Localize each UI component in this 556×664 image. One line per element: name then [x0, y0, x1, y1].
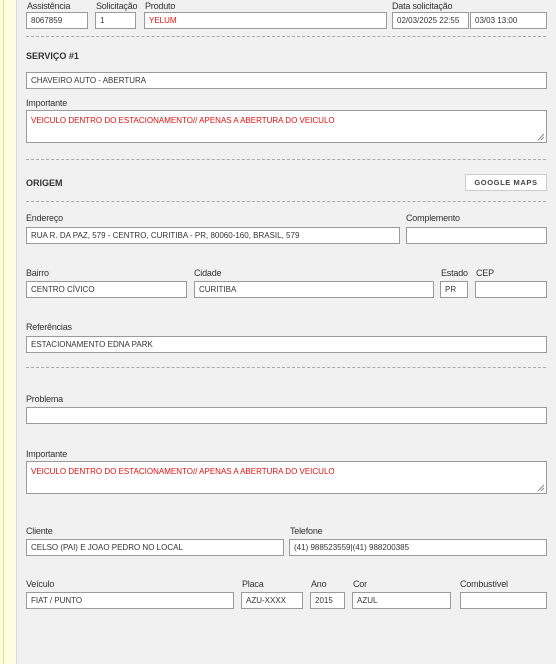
- google-maps-button[interactable]: GOOGLE MAPS: [465, 174, 547, 191]
- page-edge-rule: [3, 0, 4, 664]
- resize-grip-icon[interactable]: [537, 484, 545, 492]
- telefone-label: Telefone: [290, 526, 323, 536]
- solicitacao-label: Solicitação: [96, 1, 138, 11]
- servico-title: SERVIÇO #1: [26, 51, 79, 61]
- divider: [26, 367, 546, 368]
- produto-field[interactable]: YELUM: [144, 12, 387, 29]
- endereco-field[interactable]: RUA R. DA PAZ, 579 - CENTRO, CURITIBA - PR, 80060-160, BRASIL, 579: [26, 227, 400, 244]
- endereco-label: Endereço: [26, 213, 63, 223]
- cidade-field[interactable]: CURITIBA: [194, 281, 434, 298]
- estado-field[interactable]: PR: [440, 281, 468, 298]
- telefone-field[interactable]: (41) 988523559|(41) 988200385: [289, 539, 547, 556]
- cep-field[interactable]: [475, 281, 547, 298]
- assistencia-field[interactable]: 8067859: [26, 12, 88, 29]
- cliente-field[interactable]: CELSO (PAI) E JOAO PEDRO NO LOCAL: [26, 539, 284, 556]
- placa-field[interactable]: AZU-XXXX: [241, 592, 303, 609]
- problema-label: Problema: [26, 394, 63, 404]
- bairro-label: Bairro: [26, 268, 49, 278]
- referencias-field[interactable]: ESTACIONAMENTO EDNA PARK: [26, 336, 547, 353]
- complemento-field[interactable]: [406, 227, 547, 244]
- origem-title: ORIGEM: [26, 178, 63, 188]
- divider: [26, 36, 546, 37]
- data-agendamento-field[interactable]: 03/03 13:00: [470, 12, 547, 29]
- solicitacao-field[interactable]: 1: [95, 12, 136, 29]
- cliente-label: Cliente: [26, 526, 53, 536]
- bairro-field[interactable]: CENTRO CÍVICO: [26, 281, 187, 298]
- servico-importante-textarea[interactable]: [26, 110, 547, 143]
- cidade-label: Cidade: [194, 268, 222, 278]
- ano-field[interactable]: 2015: [310, 592, 345, 609]
- cep-label: CEP: [476, 268, 494, 278]
- form-panel: [16, 0, 556, 664]
- cor-field[interactable]: AZUL: [352, 592, 451, 609]
- produto-label: Produto: [145, 1, 176, 11]
- divider: [26, 159, 546, 160]
- combustivel-field[interactable]: [460, 592, 547, 609]
- importante-textarea[interactable]: [26, 461, 547, 494]
- placa-label: Placa: [242, 579, 264, 589]
- estado-label: Estado: [441, 268, 468, 278]
- cor-label: Cor: [353, 579, 367, 589]
- complemento-label: Complemento: [406, 213, 460, 223]
- ano-label: Ano: [311, 579, 327, 589]
- veiculo-field[interactable]: FIAT / PUNTO: [26, 592, 234, 609]
- resize-grip-icon[interactable]: [537, 133, 545, 141]
- divider: [26, 201, 546, 202]
- data-solicitacao-label: Data solicitação: [392, 1, 453, 11]
- servico-field[interactable]: CHAVEIRO AUTO - ABERTURA: [26, 72, 547, 89]
- assistencia-label: Assistência: [27, 1, 71, 11]
- combustivel-label: Combustível: [460, 579, 508, 589]
- veiculo-label: Veículo: [26, 579, 55, 589]
- importante-label: Importante: [26, 449, 68, 459]
- data-solicitacao-field[interactable]: 02/03/2025 22:55: [392, 12, 469, 29]
- problema-field[interactable]: [26, 407, 547, 424]
- referencias-label: Referências: [26, 322, 72, 332]
- importante-text: VEICULO DENTRO DO ESTACIONAMENTO// APENAS A ABERTURA DO VEICULO: [31, 467, 335, 476]
- servico-importante-label: Importante: [26, 98, 68, 108]
- servico-importante-text: VEICULO DENTRO DO ESTACIONAMENTO// APENAS A ABERTURA DO VEICULO: [31, 116, 335, 125]
